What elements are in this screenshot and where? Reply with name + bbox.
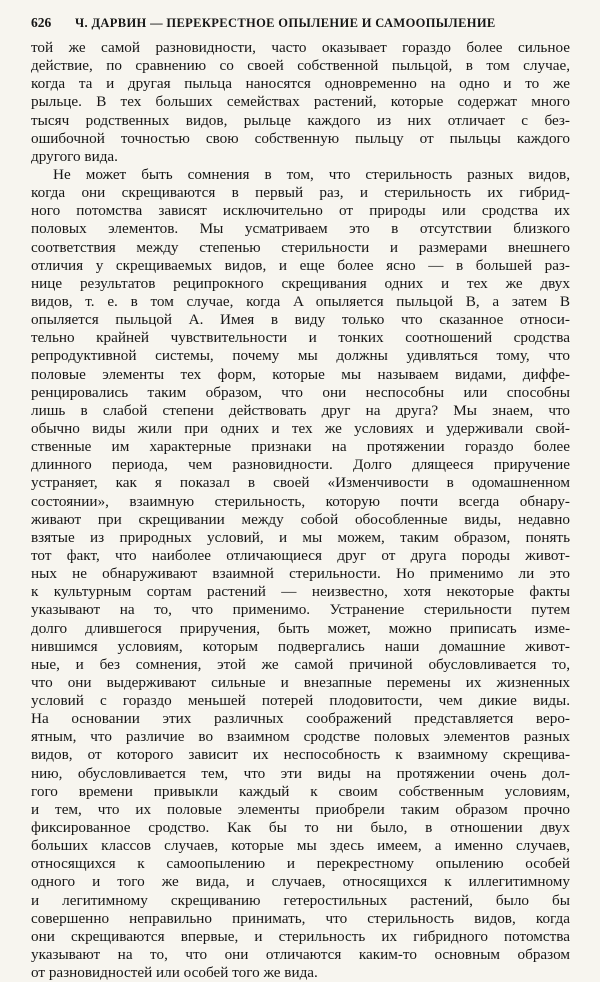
text-line: видов, от которого зависит их неспособность к взаимному скрещива- xyxy=(31,746,570,764)
text-line: половых элементов. Мы усматриваем это в отсутствии близкого xyxy=(31,220,570,238)
text-line: опыляется пыльцой A. Имея в виду только что сказанное относи- xyxy=(31,311,570,329)
body-text xyxy=(31,39,570,982)
text-line: долго длившегося приручения, быть может, можно приписать изме- xyxy=(31,619,570,637)
text-line: ственные им характерные признаки на протяжении гораздо более xyxy=(31,438,570,456)
text-line: другого вида. xyxy=(31,147,118,165)
text-line: одного и того же вида, и случаев, относящихся к иллегитимному xyxy=(31,873,570,891)
text-line: нившимся условиям, которым подвергались наши домашние живот- xyxy=(31,637,570,655)
text-line: нию, обусловливается тем, что эти виды на протяжении очень дол- xyxy=(31,764,570,782)
text-line: тот факт, что наиболее отличающиеся друг от друга породы живот- xyxy=(31,546,570,564)
text-line: что они выдерживают сильные и внезапные перемены их жизненных xyxy=(31,673,570,691)
text-line: указывают на то, что применимо. Устранение стерильности путем xyxy=(31,601,570,619)
text-line: когда та и другая пыльца наносятся одновременно на одно и то же xyxy=(31,75,570,93)
text-line: условий с гораздо меньшей потерей плодовитости, чем дикие виды. xyxy=(31,692,570,710)
text-line: отличия у скрещиваемых видов, и еще более ясно — в большей раз- xyxy=(31,256,570,274)
page-header xyxy=(31,12,570,36)
text-line: половые элементы тех форм, которые мы называем видами, диффе- xyxy=(31,365,570,383)
text-line: На основании этих различных соображений представляется веро- xyxy=(31,710,570,728)
text-line: от разновидностей или особей того же вида. xyxy=(31,964,318,982)
text-line: той же самой разновидности, часто оказывает гораздо более сильное xyxy=(31,39,570,56)
text-line: ошибочной точностью свою собственную пыльцу от пыльцы каждого xyxy=(31,129,570,147)
text-line: тельно крайней чувствительности и тонких соотношений сродства xyxy=(31,329,570,347)
text-line: действие, по сравнению со своей собственной пыльцой, в том случае, xyxy=(31,57,570,75)
text-line: ного потомства зависят исключительно от природы или сродства их xyxy=(31,202,570,220)
paragraph-start-line: Не может быть сомнения в том, что стерильность разных видов, xyxy=(53,165,570,183)
text-line: нице результатов реципрокного скрещивания одних и тех же двух xyxy=(31,274,570,292)
text-line: лишь в слабой степени действовать друг на друга? Мы знаем, что xyxy=(31,401,570,419)
text-line: и легитимному скрещиванию гетеростильных растений, было бы xyxy=(31,891,570,909)
text-line: обычно виды жили при одних и тех же условиях и удерживали свой- xyxy=(31,419,570,437)
text-line: устраняет, как я показал в своей «Изменчивости в одомашненном xyxy=(31,474,570,492)
text-line: они скрещиваются впервые, и стерильность их гибридного потомства xyxy=(31,927,570,945)
text-line: видов, т. е. в том случае, когда A опыляется пыльцой B, а затем B xyxy=(31,292,570,310)
text-line: к культурным сортам растений — неизвестно, хотя некоторые факты xyxy=(31,583,570,601)
text-line: ные, и без сомнения, этой же самой причиной обусловливается то, xyxy=(31,655,570,673)
text-line: и тем, что их половые элементы приобрели таким образом прочно xyxy=(31,800,570,818)
text-line: фиксированное сродство. Как бы то ни было, в отношении двух xyxy=(31,819,570,837)
text-line: больших классов случаев, которые мы здесь имеем, а именно случаев, xyxy=(31,837,570,855)
text-line: состоянии», взаимную стерильность, которую почти всегда обнару- xyxy=(31,492,570,510)
text-line: ных не обнаруживают взаимной стерильности. Но применимо ли это xyxy=(31,565,570,583)
text-line: когда они скрещиваются в первый раз, и стерильность их гибрид- xyxy=(31,184,570,202)
text-line: длинного периода, чем разновидности. Долго длящееся приручение xyxy=(31,456,570,474)
running-title: Ч. ДАРВИН — ПЕРЕКРЕСТНОЕ ОПЫЛЕНИЕ И САМООПЫЛЕНИЕ xyxy=(75,16,496,30)
page-number: 626 xyxy=(31,15,52,30)
text-line: относящихся к самоопылению и перекрестному опылению особей xyxy=(31,855,570,873)
text-line: живают при скрещивании между собой обособленные виды, недавно xyxy=(31,510,570,528)
text-line: ятным, что различие во взаимном сродстве половых элементов разных xyxy=(31,728,570,746)
text-line: совершенно неправильно принимать, что стерильность видов, когда xyxy=(31,909,570,927)
text-line: рыльце. В тех больших семействах растений, которые содержат много xyxy=(31,93,570,111)
text-line: ренцировались таким образом, что они неспособны или способны xyxy=(31,383,570,401)
text-line: взятые из природных условий, и мы можем, таким образом, понять xyxy=(31,528,570,546)
text-line: указывают на то, что они отличаются каким-то основным образом xyxy=(31,946,570,964)
text-line: репродуктивной системы, почему мы должны удивляться тому, что xyxy=(31,347,570,365)
text-line: тысяч родственных видов, рыльце каждого из них отличает с без- xyxy=(31,111,570,129)
text-line: соответствия между степенью стерильности и размерами внешнего xyxy=(31,238,570,256)
text-line: гого времени привыкли каждый к своим собственным условиям, xyxy=(31,782,570,800)
